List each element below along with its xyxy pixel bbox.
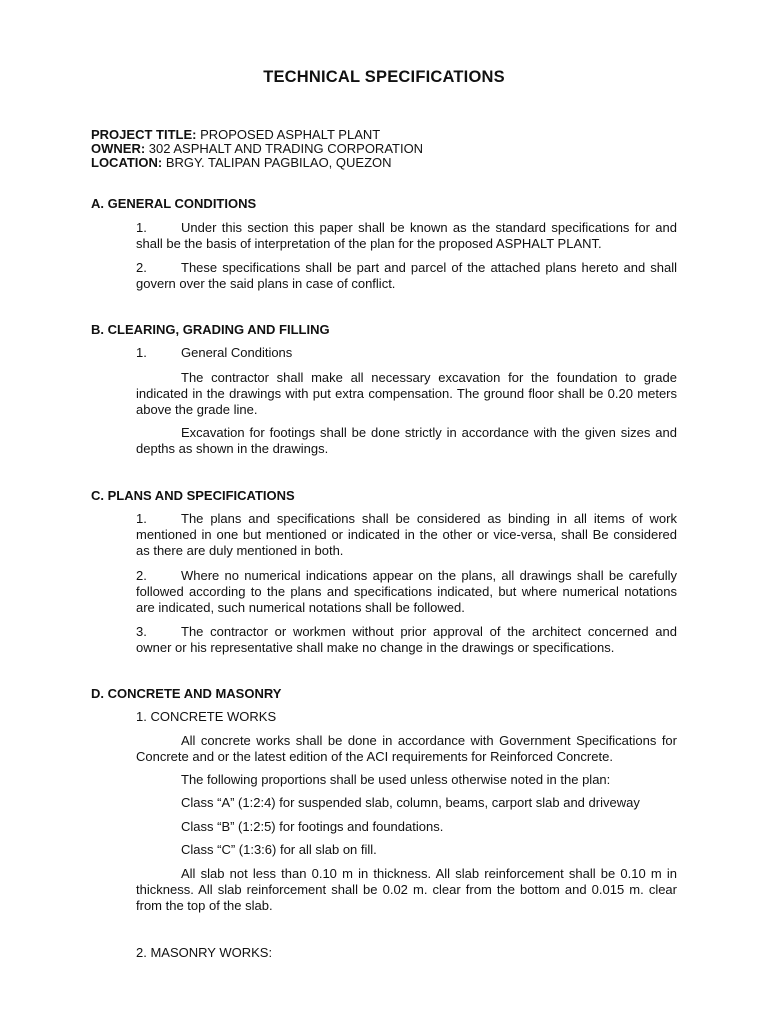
section-a-paragraph-2 [136, 260, 677, 292]
section-a-p2-text: These specifications shall be part and parcel of the attached plans hereto and shall govern over the said plans in case of conflict. [136, 260, 677, 291]
section-b-p3-text: Excavation for footings shall be done strictly in accordance with the given sizes and depths as shown in the drawings. [136, 425, 677, 456]
class-c-text: Class “C” (1:3:6) for all slab on fill. [181, 842, 377, 857]
owner-value: 302 ASPHALT AND TRADING CORPORATION [148, 141, 424, 156]
section-d-p2-text: The following proportions shall be used unless otherwise noted in the plan: [181, 772, 611, 787]
class-c-item [136, 842, 677, 858]
section-b-paragraph-2 [136, 370, 677, 418]
section-d-paragraph-1 [136, 733, 677, 765]
class-b-item [136, 819, 677, 835]
section-d-heading: D. CONCRETE AND MASONRY [91, 686, 282, 701]
section-c-heading: C. PLANS AND SPECIFICATIONS [91, 488, 295, 503]
section-b-p2-text: The contractor shall make all necessary excavation for the foundation to grade indicated in the drawings with put extra compensation. The ground floor shall be 0.20 meters above the grade line. [136, 370, 677, 417]
section-a-p1-text: Under this section this paper shall be known as the standard specifications for and shall be the basis of interpretation of the plan for the proposed ASPHALT PLANT. [136, 220, 677, 251]
section-d-paragraph-3 [136, 866, 677, 914]
section-a-heading: A. GENERAL CONDITIONS [91, 196, 257, 211]
section-a-p1-number: 1. [136, 220, 147, 235]
section-b-heading: B. CLEARING, GRADING AND FILLING [91, 322, 330, 337]
section-b-p1-number: 1. [136, 345, 147, 360]
section-d-p1-text: All concrete works shall be done in accordance with Government Specifications for Concrete and or the latest edition of the ACI requirements for Reinforced Concrete. [136, 733, 677, 764]
location-label: LOCATION: [91, 155, 163, 170]
section-c-p1-number: 1. [136, 511, 147, 526]
section-b-paragraph-3 [136, 425, 677, 457]
section-c-p3-text: The contractor or workmen without prior approval of the architect concerned and owner or his representative shall make no change in the drawings or specifications. [136, 624, 677, 655]
concrete-works-subheading: 1. CONCRETE WORKS [136, 709, 277, 724]
class-b-text: Class “B” (1:2:5) for footings and foundations. [181, 819, 444, 834]
section-d-paragraph-2 [136, 772, 677, 788]
section-c-paragraph-3 [136, 624, 677, 656]
section-b-p1-text: General Conditions [181, 345, 293, 360]
section-a-paragraph-1 [136, 220, 677, 252]
section-c-p2-number: 2. [136, 568, 147, 583]
section-c-p2-text: Where no numerical indications appear on the plans, all drawings shall be carefully followed according to the plans and specifications indicated, but where numerical notations are indicated, such numerical notations shall be followed. [136, 568, 677, 615]
class-a-item [136, 795, 677, 811]
section-c-p3-number: 3. [136, 624, 147, 639]
location-value: BRGY. TALIPAN PAGBILAO, QUEZON [165, 155, 392, 170]
section-c-paragraph-2 [136, 568, 677, 616]
document-title: TECHNICAL SPECIFICATIONS [263, 68, 505, 86]
owner-label: OWNER: [91, 141, 146, 156]
section-b-paragraph-1 [136, 345, 677, 361]
section-d-p3-text: All slab not less than 0.10 m in thickness. All slab reinforcement shall be 0.10 m in thickness. All slab reinforcement shall be 0.02 m. clear from the bottom and 0.015 m. clear from the top of the slab. [136, 866, 677, 913]
section-c-p1-text: The plans and specifications shall be considered as binding in all items of work mentioned in one but mentioned or indicated in the other or vice-versa, shall Be considered as there are duly mentioned in both. [136, 511, 677, 558]
project-title-value: PROPOSED ASPHALT PLANT [200, 127, 381, 142]
masonry-works-subheading: 2. MASONRY WORKS: [136, 945, 273, 960]
section-c-paragraph-1 [136, 511, 677, 559]
location-line [91, 155, 392, 171]
section-a-p2-number: 2. [136, 260, 147, 275]
project-title-label: PROJECT TITLE: [91, 127, 197, 142]
class-a-text: Class “A” (1:2:4) for suspended slab, column, beams, carport slab and driveway [181, 795, 640, 810]
